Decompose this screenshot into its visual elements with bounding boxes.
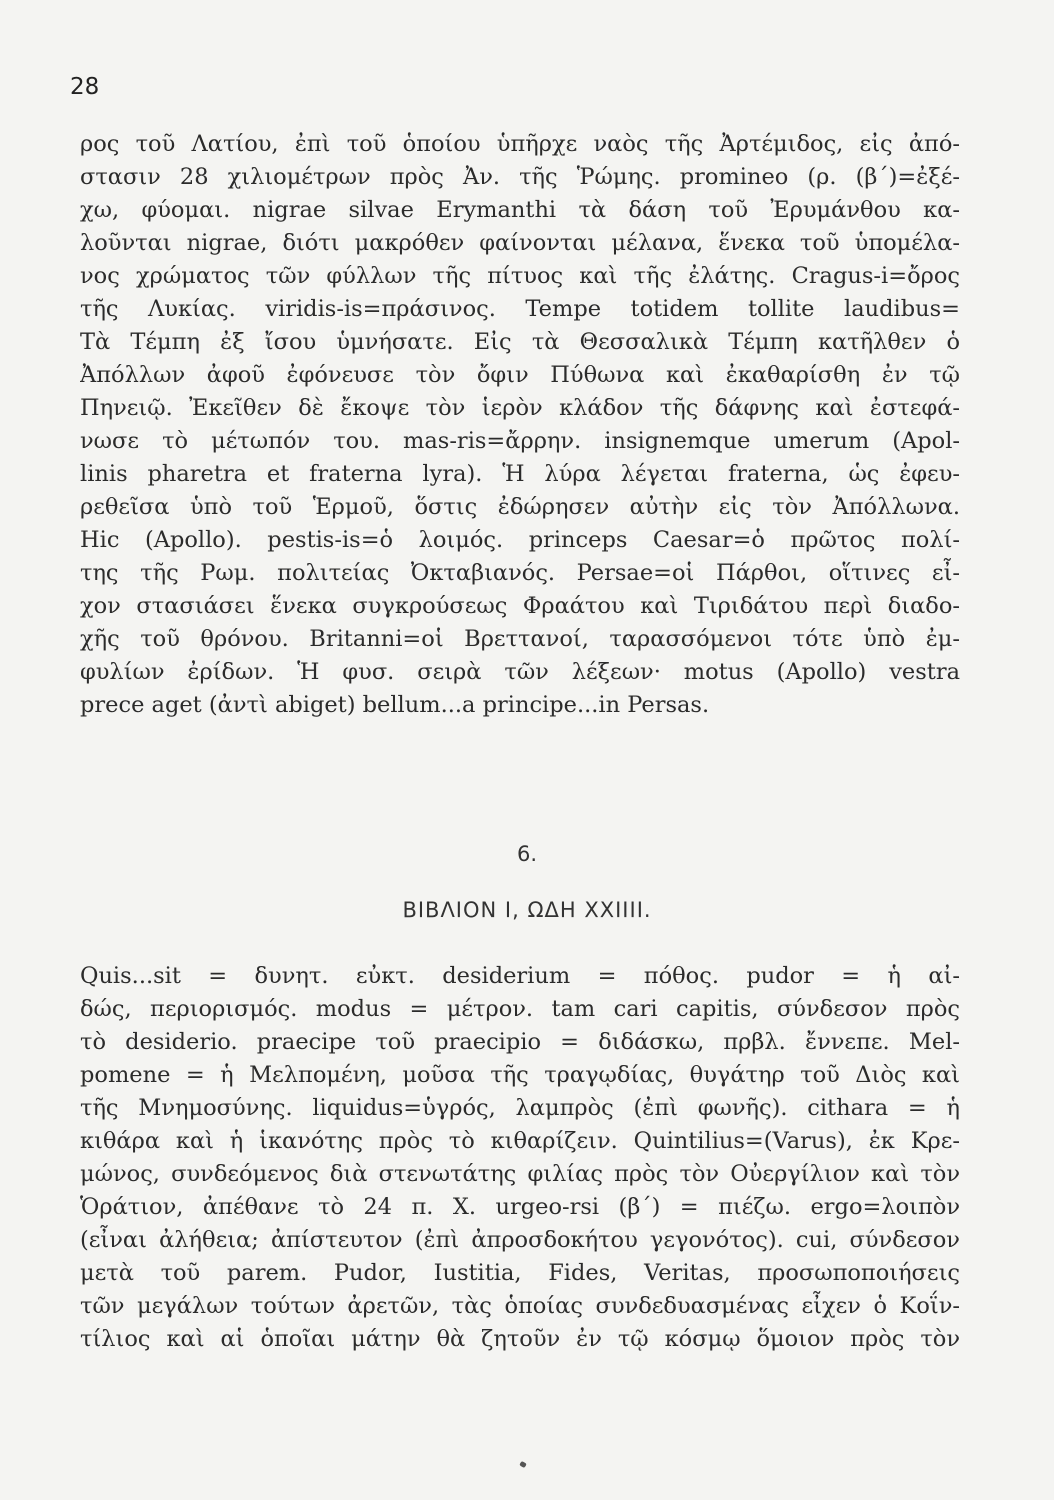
text-line: Ὁράτιον, ἀπέθανε τὸ 24 π. Χ. urgeo-rsi (β΄) = πιέζω. ergo=λοιπὸν [80, 1194, 960, 1220]
text-line: δώς, περιορισμός. modus = μέτρον. tam cari capitis, σύνδεσον πρὸς [80, 996, 960, 1022]
text-line: prece aget (ἀντὶ abiget) bellum...a principe...in Persas. [80, 692, 710, 718]
text-line: ρος τοῦ Λατίου, ἐπὶ τοῦ ὁποίου ὑπῆρχε ναὸς τῆς Ἀρτέμιδος, εἰς ἀπό- [80, 131, 960, 157]
text-line: τῶν μεγάλων τούτων ἀρετῶν, τὰς ὁποίας συνδεδυασμένας εἶχεν ὁ Κοΐν- [80, 1293, 960, 1319]
text-line: Ἀπόλλων ἀφοῦ ἐφόνευσε τὸν ὄφιν Πύθωνα καὶ ἐκαθαρίσθη ἐν τῷ [80, 362, 960, 388]
commentary-paragraph-1 [80, 128, 960, 722]
section-title: ΒΙΒΛΙΟΝ Ι, ΩΔΗ ΧΧΙΙΙΙ. [402, 898, 652, 922]
text-line: Πηνειῷ. Ἐκεῖθεν δὲ ἔκοψε τὸν ἱερὸν κλάδον τῆς δάφνης καὶ ἐστεφά- [80, 395, 960, 421]
text-line: pomene = ἡ Μελπομένη, μοῦσα τῆς τραγῳδίας, θυγάτηρ τοῦ Διὸς καὶ [80, 1062, 960, 1088]
text-line: Quis...sit = δυνητ. εὐκτ. desiderium = πόθος. pudor = ἡ αἰ- [80, 963, 960, 989]
text-line: χον στασιάσει ἕνεκα συγκρούσεως Φραάτου καὶ Τιριδάτου περὶ διαδο- [80, 593, 960, 619]
text-line: χω, φύομαι. nigrae silvae Erymanthi τὰ δάση τοῦ Ἐρυμάνθου κα- [80, 197, 960, 223]
text-line: ρεθεῖσα ὑπὸ τοῦ Ἑρμοῦ, ὅστις ἐδώρησεν αὐτὴν εἰς τὸν Ἀπόλλωνα. [80, 494, 960, 520]
text-line: Hic (Apollo). pestis-is=ὁ λοιμός. princeps Caesar=ὁ πρῶτος πολί- [80, 527, 960, 553]
print-speck [519, 1461, 527, 1468]
text-line: λοῦνται nigrae, διότι μακρόθεν φαίνονται μέλανα, ἕνεκα τοῦ ὑπομέλα- [80, 230, 960, 256]
text-line: στασιν 28 χιλιομέτρων πρὸς Ἀν. τῆς Ῥώμης. promineo (ρ. (β΄)=ἐξέ- [80, 164, 960, 190]
section-number: 6. [516, 842, 538, 866]
text-line: τίλιος καὶ αἱ ὁποῖαι μάτην θὰ ζητοῦν ἐν τῷ κόσμῳ ὅμοιον πρὸς τὸν [80, 1326, 960, 1352]
text-line: της τῆς Ρωμ. πολιτείας Ὀκταβιανός. Persae=οἱ Πάρθοι, οἵτινες εἶ- [80, 560, 960, 586]
text-line: χῆς τοῦ θρόνου. Britanni=οἱ Βρεττανοί, ταρασσόμενοι τότε ὑπὸ ἐμ- [80, 626, 960, 652]
text-line: μετὰ τοῦ parem. Pudor, Iustitia, Fides, Veritas, προσωποποιήσεις [80, 1260, 960, 1286]
text-line: τῆς Λυκίας. viridis-is=πράσινος. Tempe totidem tollite laudibus= [80, 296, 960, 322]
text-line: φυλίων ἐρίδων. Ἡ φυσ. σειρὰ τῶν λέξεων· motus (Apollo) vestra [80, 659, 960, 685]
text-line: linis pharetra et fraterna lyra). Ἡ λύρα λέγεται fraterna, ὡς ἐφευ- [80, 461, 960, 487]
text-line: νος χρώματος τῶν φύλλων τῆς πίτυος καὶ τῆς ἐλάτης. Cragus-i=ὄρος [80, 263, 960, 289]
text-line: κιθάρα καὶ ἡ ἱκανότης πρὸς τὸ κιθαρίζειν. Quintilius=(Varus), ἐκ Κρε- [80, 1128, 960, 1154]
page-number: 28 [70, 74, 100, 100]
text-line: Τὰ Τέμπη ἐξ ἴσου ὑμνήσατε. Εἰς τὰ Θεσσαλικὰ Τέμπη κατῆλθεν ὁ [80, 329, 960, 355]
text-line: μώνος, συνδεόμενος διὰ στενωτάτης φιλίας πρὸς τὸν Οὐεργίλιον καὶ τὸν [80, 1161, 960, 1187]
text-line: (εἶναι ἀλήθεια; ἀπίστευτον (ἐπὶ ἀπροσδοκήτου γεγονότος). cui, σύνδεσον [80, 1227, 960, 1253]
commentary-paragraph-2 [80, 960, 960, 1356]
text-line: τὸ desiderio. praecipe τοῦ praecipio = διδάσκω, πρβλ. ἔννεπε. Mel- [80, 1029, 960, 1055]
text-line: νωσε τὸ μέτωπόν του. mas-ris=ἄρρην. insignemque umerum (Apol- [80, 428, 960, 454]
text-line: τῆς Μνημοσύνης. liquidus=ὑγρός, λαμπρὸς (ἐπὶ φωνῆς). cithara = ἡ [80, 1095, 960, 1121]
